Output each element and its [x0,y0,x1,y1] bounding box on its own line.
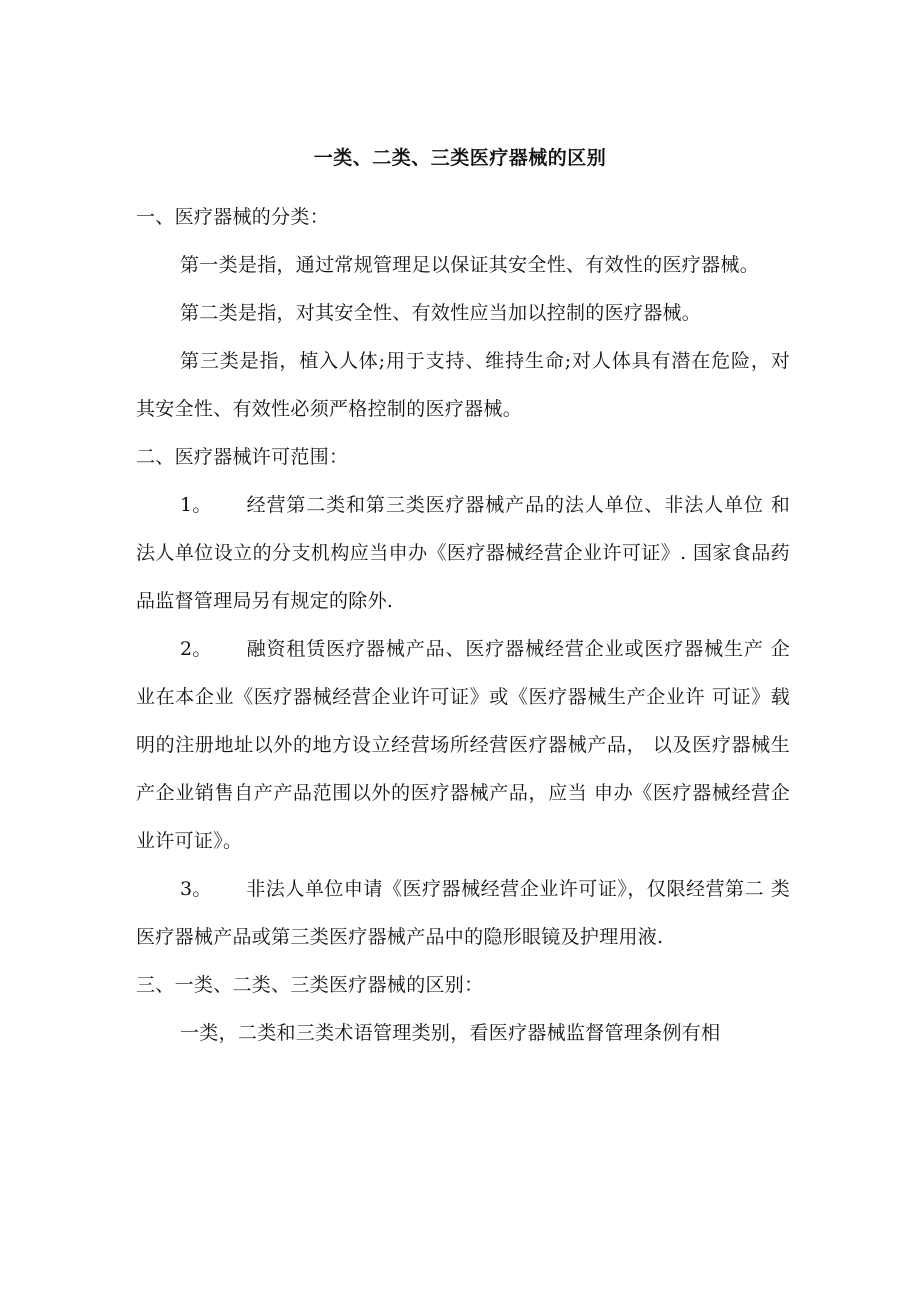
item-text: 非法人单位申请《医疗器械经营企业许可证》，仅限经营第二 类医疗器械产品或第三类医疗器械产品中的隐形眼镜及护理用液. [136,878,790,948]
item-number: 3。 [180,878,212,900]
class-two-definition: 第二类是指，对其安全性、有效性应当加以控制的医疗器械。 [180,302,702,324]
item-text: 经营第二类和第三类医疗器械产品的法人单位、非法人单位 和法人单位设立的分支机构应当申办《医疗器械经营企业许可证》. 国家食品药品监督管理局另有规定的除外. [136,494,790,612]
class-one-definition: 第一类是指，通过常规管理足以保证其安全性、有效性的医疗器械。 [180,254,760,276]
differences-paragraph: 一类，二类和三类术语管理类别，看医疗器械监督管理条例有相 [180,1022,721,1044]
section-heading-differences: 三、一类、二类、三类医疗器械的区别： [136,974,484,996]
license-item-2 [136,625,790,865]
class-three-definition: 第三类是指，植入人体;用于支持、维持生命;对人体具有潜在危险，对其安全性、有效性必须严格控制的医疗器械。 [136,350,790,420]
item-number: 1。 [180,494,212,516]
document-title: 一类、二类、三类医疗器械的区别 [313,147,607,169]
item-number: 2。 [180,638,212,660]
section-heading-classification: 一、医疗器械的分类： [136,206,330,228]
section-heading-license-scope: 二、医疗器械许可范围： [136,446,349,468]
license-item-1 [136,481,790,625]
item-text: 融资租赁医疗器械产品、医疗器械经营企业或医疗器械生产 企业在本企业《医疗器械经营企业许可证》或《医疗器械生产企业许 可证》载明的注册地址以外的地方设立经营场所经营医疗器械产品， 以及医疗器械生产企业销售自产产品范围以外的医疗器械产品，应当 申办《医疗器械经营企业许可证》。 [136,638,790,852]
document-body [136,193,790,1057]
license-item-3 [136,865,790,961]
